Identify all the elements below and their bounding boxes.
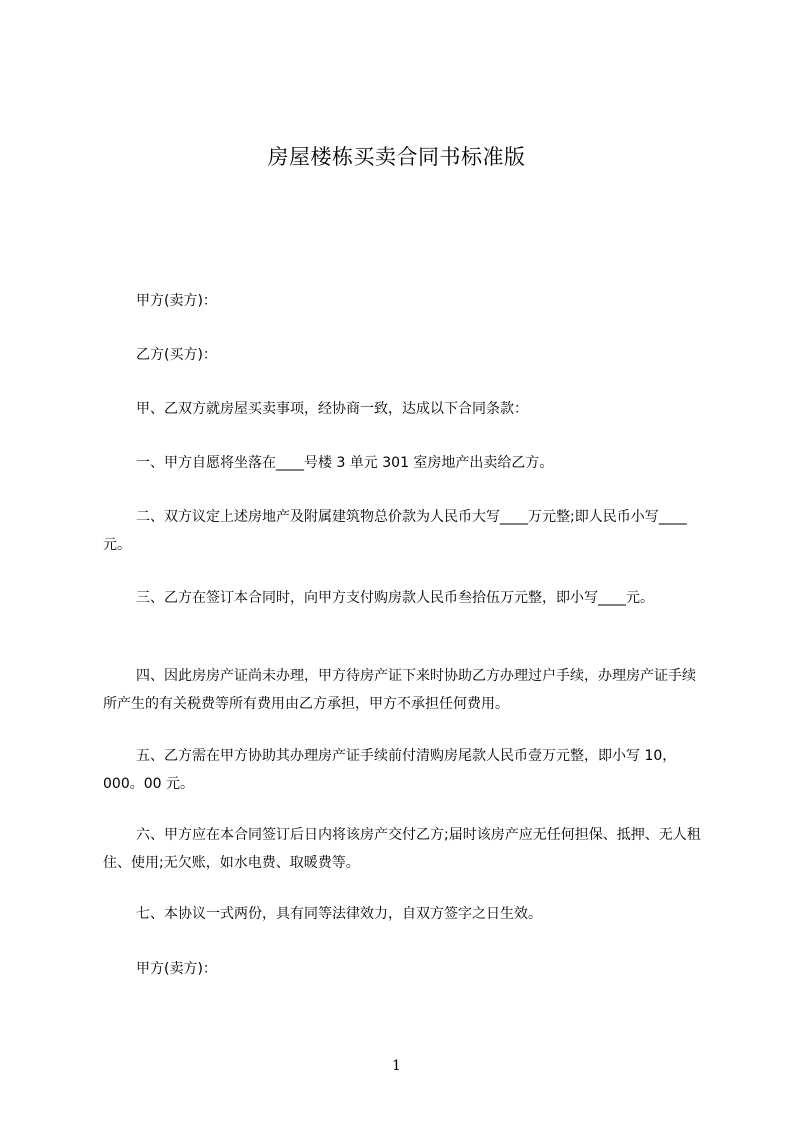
seller-signature-label: 甲方(卖方)：	[136, 961, 217, 977]
clause-1: 一、甲方自愿将坐落在____号楼 3 单元 301 室房地产出卖给乙方。	[136, 455, 554, 471]
buyer-party-label: 乙方(买方)：	[136, 347, 217, 363]
page-number: 1	[392, 1058, 401, 1074]
clause-3: 三、乙方在签订本合同时，向甲方支付购房款人民币叁拾伍万元整，即小写____元。	[136, 590, 654, 606]
clause-2: 二、双方议定上述房地产及附属建筑物总价款为人民币大写____万元整;即人民币小写____元。	[103, 509, 687, 553]
clause-7: 七、本协议一式两份，具有同等法律效力，自双方签字之日生效。	[136, 906, 542, 922]
seller-party-label: 甲方(卖方)：	[136, 293, 217, 309]
contract-preamble: 甲、乙双方就房屋买卖事项，经协商一致，达成以下合同条款：	[136, 401, 528, 417]
clause-5: 五、乙方需在甲方协助其办理房产证手续前付清购房尾款人民币壹万元整，即小写 10，000。00 元。	[103, 748, 677, 792]
clause-6: 六、甲方应在本合同签订后日内将该房产交付乙方;届时该房产应无任何担保、抵押、无人租住、使用;无欠账，如水电费、取暖费等。	[103, 827, 701, 871]
clause-4: 四、因此房房产证尚未办理，甲方待房产证下来时协助乙方办理过户手续，办理房产证手续所产生的有关税费等所有费用由乙方承担，甲方不承担任何费用。	[103, 668, 696, 712]
document-title: 房屋楼栋买卖合同书标准版	[267, 145, 526, 169]
